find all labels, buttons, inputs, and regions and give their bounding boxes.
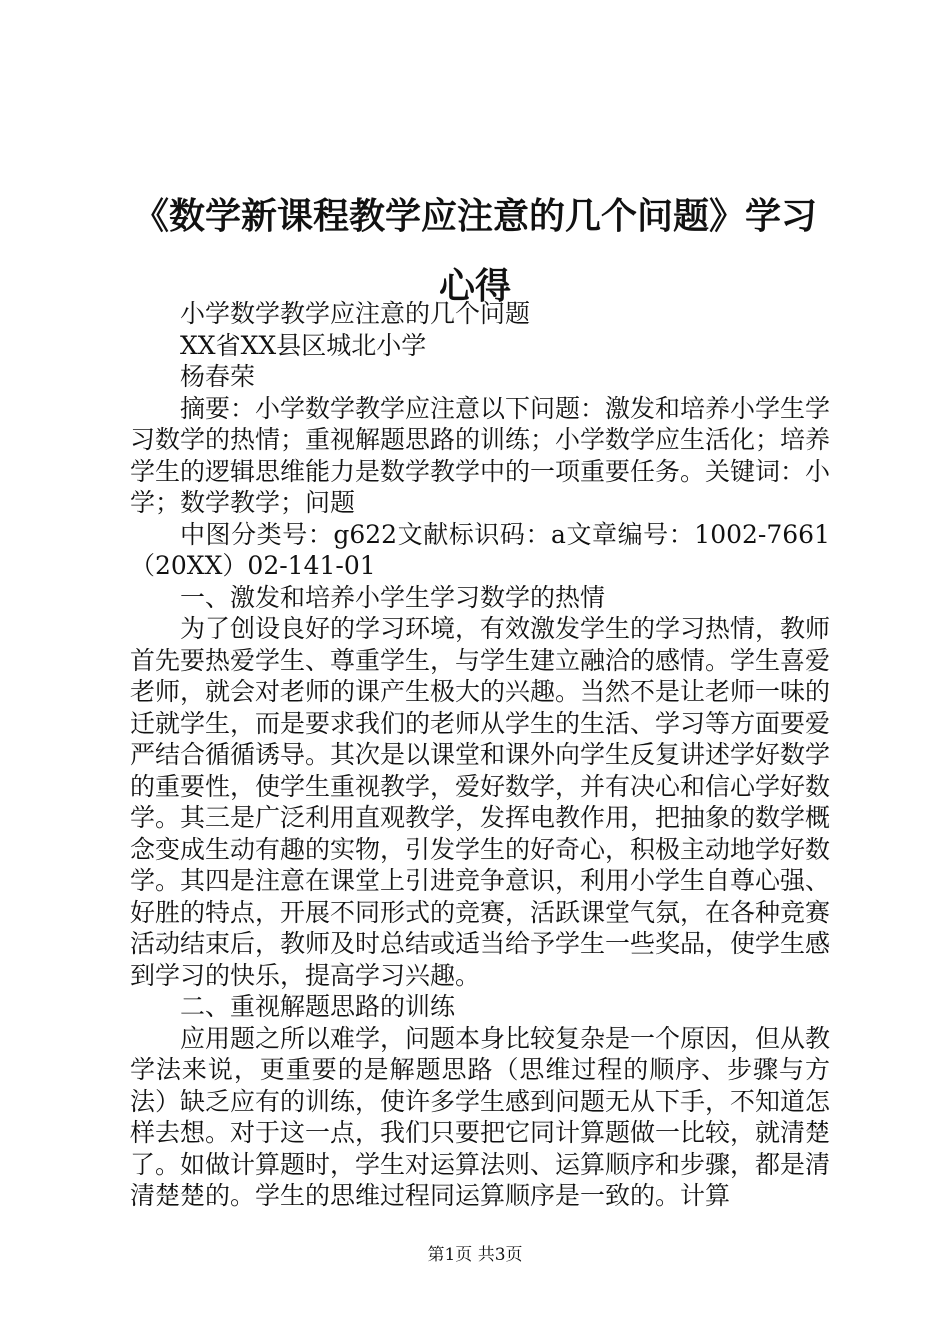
body-paragraph-1: 为了创设良好的学习环境，有效激发学生的学习热情，教师首先要热爱学生、尊重学生，与学生建立融洽的感情。学生喜爱老师，就会对老师的课产生极大的兴趣。当然不是让老师一味的迁就学生，而是要求我们的老师从学生的生活、学习等方面要爱严结合循循诱导。其次是以课堂和课外向学生反复讲述学好数学的重要性，使学生重视教学，爱好数学，并有决心和信心学好数学。其三是广泛利用直观教学，发挥电教作用，把抽象的数学概念变成生动有趣的实物，引发学生的好奇心，积极主动地学好数学。其四是注意在课堂上引进竞争意识，利用小学生自尊心强、好胜的特点，开展不同形式的竞赛，活跃课堂气氛，在各种竞赛活动结束后，教师及时总结或适当给予学生一些奖品，使学生感到学习的快乐，提高学习兴趣。 <box>130 614 831 990</box>
article-title: 小学数学教学应注意的几个问题 <box>180 299 531 328</box>
section-heading-1: 一、激发和培养小学生学习数学的热情 <box>180 582 606 612</box>
document-body <box>130 298 830 1212</box>
author-name: 杨春荣 <box>180 362 256 391</box>
document-title: 《数学新课程教学应注意的几个问题》学习心得 <box>132 196 817 307</box>
author-affiliation: XX省XX县区城北小学 <box>180 330 427 360</box>
page-footer: 第1页 共3页 <box>427 1245 523 1265</box>
abstract-paragraph: 摘要：小学数学教学应注意以下问题：激发和培养小学生学习数学的热情；重视解题思路的训练；小学数学应生活化；培养学生的逻辑思维能力是数学教学中的一项重要任务。关键词：小学；数学教学；问题 <box>130 393 831 517</box>
body-paragraph-2: 应用题之所以难学，问题本身比较复杂是一个原因，但从教学法来说，更重要的是解题思路（思维过程的顺序、步骤与方法）缺乏应有的训练，使许多学生感到问题无从下手，不知道怎样去想。对于这一点，我们只要把它同计算题做一比较，就清楚了。如做计算题时，学生对运算法则、运算顺序和步骤，都是清清楚楚的。学生的思维过程同运算顺序是一致的。计算 <box>130 1023 831 1210</box>
classification-paragraph: 中图分类号：g622文献标识码：a文章编号：1002-7661（20XX）02-141-01 <box>130 519 830 580</box>
section-heading-2: 二、重视解题思路的训练 <box>180 992 456 1021</box>
